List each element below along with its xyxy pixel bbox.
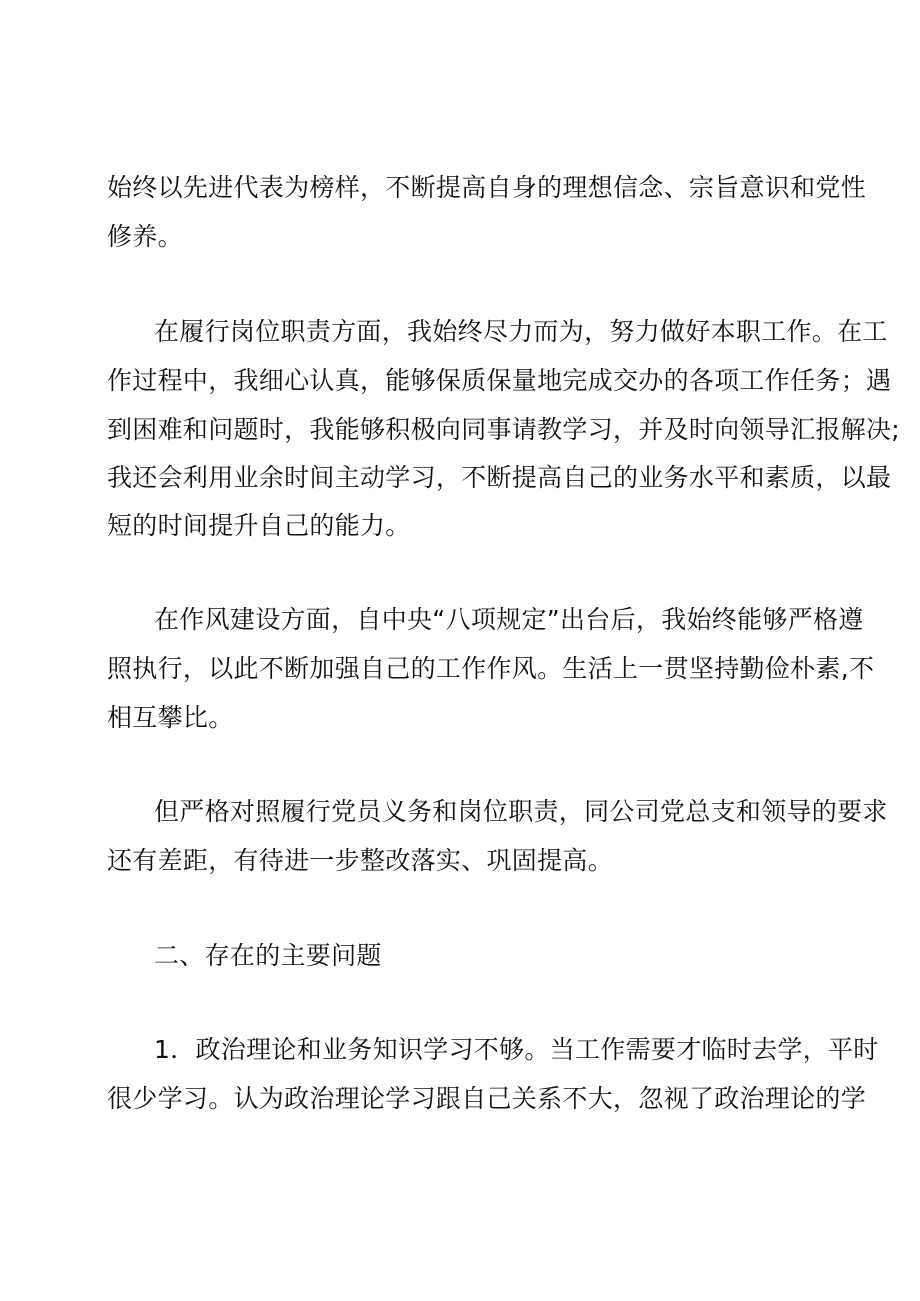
paragraph-2-line-1: 在履行岗位职责方面，我始终尽力而为，努力做好本职工作。在工: [154, 317, 888, 346]
paragraph-3-line-3: 相互攀比。: [107, 703, 234, 732]
paragraph-5-line-1: 1．政治理论和业务知识学习不够。当工作需要才临时去学，平时: [154, 1035, 879, 1064]
paragraph-1-line-1: 始终以先进代表为榜样，不断提高自身的理想信念、宗旨意识和党性: [107, 173, 867, 202]
paragraph-4-line-1: 但严格对照履行党员义务和岗位职责，同公司党总支和领导的要求: [154, 797, 888, 826]
paragraph-2-line-4: 我还会利用业余时间主动学习，不断提高自己的业务水平和素质，以最: [107, 463, 892, 492]
paragraph-1-line-2: 修养。: [107, 222, 183, 251]
paragraph-5-line-2: 很少学习。认为政治理论学习跟自己关系不大，忽视了政治理论的学: [107, 1084, 867, 1113]
paragraph-4-line-2: 还有差距，有待进一步整改落实、巩固提高。: [107, 846, 614, 875]
paragraph-3-line-2: 照执行，以此不断加强自己的工作作风。生活上一贯坚持勤俭朴素,不: [107, 654, 875, 683]
section-heading: 二、存在的主要问题: [154, 941, 382, 970]
paragraph-2-line-2: 作过程中，我细心认真，能够保质保量地完成交办的各项工作任务；遇: [107, 366, 892, 395]
paragraph-3-line-1: 在作风建设方面，自中央“八项规定”出台后，我始终能够严格遵: [154, 605, 864, 634]
paragraph-2-line-5: 短的时间提升自己的能力。: [107, 511, 411, 540]
paragraph-2-line-3: 到困难和问题时，我能够积极向同事请教学习，并及时向领导汇报解决;: [107, 415, 901, 444]
